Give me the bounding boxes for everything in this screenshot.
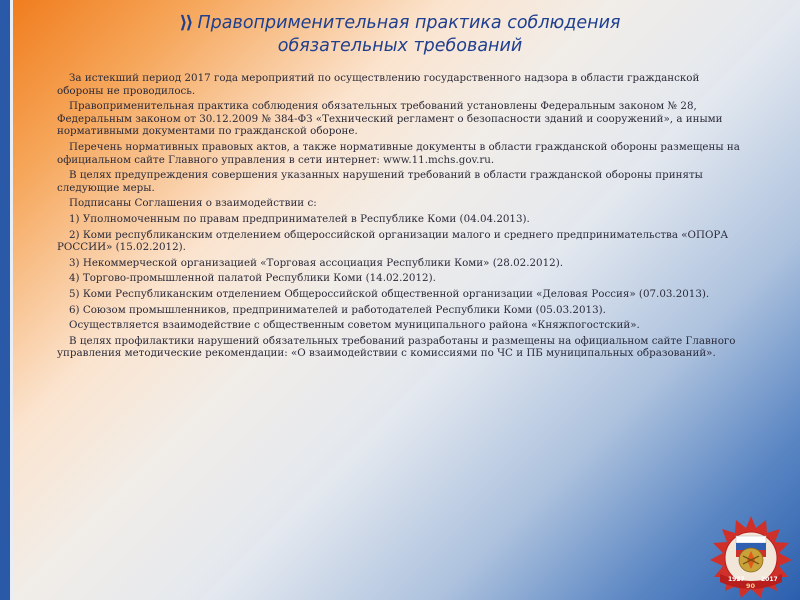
title-line-2: обязательных требований xyxy=(277,36,523,56)
list-item: 5) Коми Республиканским отделением Общероссийской общественной организации «Деловая Россия» (07.03.2013). xyxy=(69,287,710,300)
paragraph: В целях профилактики нарушений обязательных требований разработаны и размещены на официальном сайте Главного управления методические рекомендации: «О взаимодействии с комиссиями по ЧС и ПБ муниципальных образований». xyxy=(57,334,736,360)
left-accent-bar xyxy=(0,0,10,600)
paragraph: За истекший период 2017 года мероприятий по осуществлению государственного надзора в области гражданской обороны не проводилось. xyxy=(57,72,700,97)
list-item: 4) Торгово-промышленной палатой Республики Коми (14.02.2012). xyxy=(69,272,436,285)
list-item: 3) Некоммерческой организацией «Торговая ассоциация Республики Коми» (28.02.2012). xyxy=(69,256,563,269)
paragraph: В целях предупреждения совершения указанных нарушений требований в области гражданской обороны приняты следующие меры. xyxy=(57,169,703,194)
emblem-year-left: 1927 xyxy=(728,576,745,583)
double-chevron-icon: ⟩⟩ xyxy=(179,13,192,33)
paragraph: Подписаны Соглашения о взаимодействии с: xyxy=(69,197,317,210)
paragraph: Перечень нормативных правовых актов, а также нормативные документы в области гражданской обороны размещены на официальном сайте Главного управления в сети интернет: www.11.mchs.gov.ru. xyxy=(57,140,740,166)
left-accent-stripe xyxy=(10,0,13,600)
title-line-1: Правоприменительная практика соблюдения xyxy=(197,13,621,33)
paragraph: Осуществляется взаимодействие с общественным советом муниципального района «Княжпогостский». xyxy=(69,319,640,332)
slide-title xyxy=(120,12,680,58)
body-text xyxy=(57,72,747,363)
fire-service-anniversary-emblem xyxy=(706,514,796,600)
emblem-number: 90 xyxy=(746,582,756,590)
list-item: 2) Коми республиканским отделением общероссийской организации малого и среднего предпринимательства «ОПОРА РОССИИ» (15.02.2012). xyxy=(57,228,729,254)
paragraph: Правоприменительная практика соблюдения обязательных требований установлены Федеральным законом № 28, Федеральным законом от 30.12.2009 № 384-ФЗ «Технический регламент о безопасности зданий и сооружений», а иными нормативными документами по гражданской обороне. xyxy=(57,100,723,138)
list-item: 1) Уполномоченным по правам предпринимателей в Республике Коми (04.04.2013). xyxy=(69,212,530,225)
list-item: 6) Союзом промышленников, предпринимателей и работодателей Республики Коми (05.03.2013). xyxy=(69,303,606,316)
emblem-year-right: 2017 xyxy=(761,576,778,583)
